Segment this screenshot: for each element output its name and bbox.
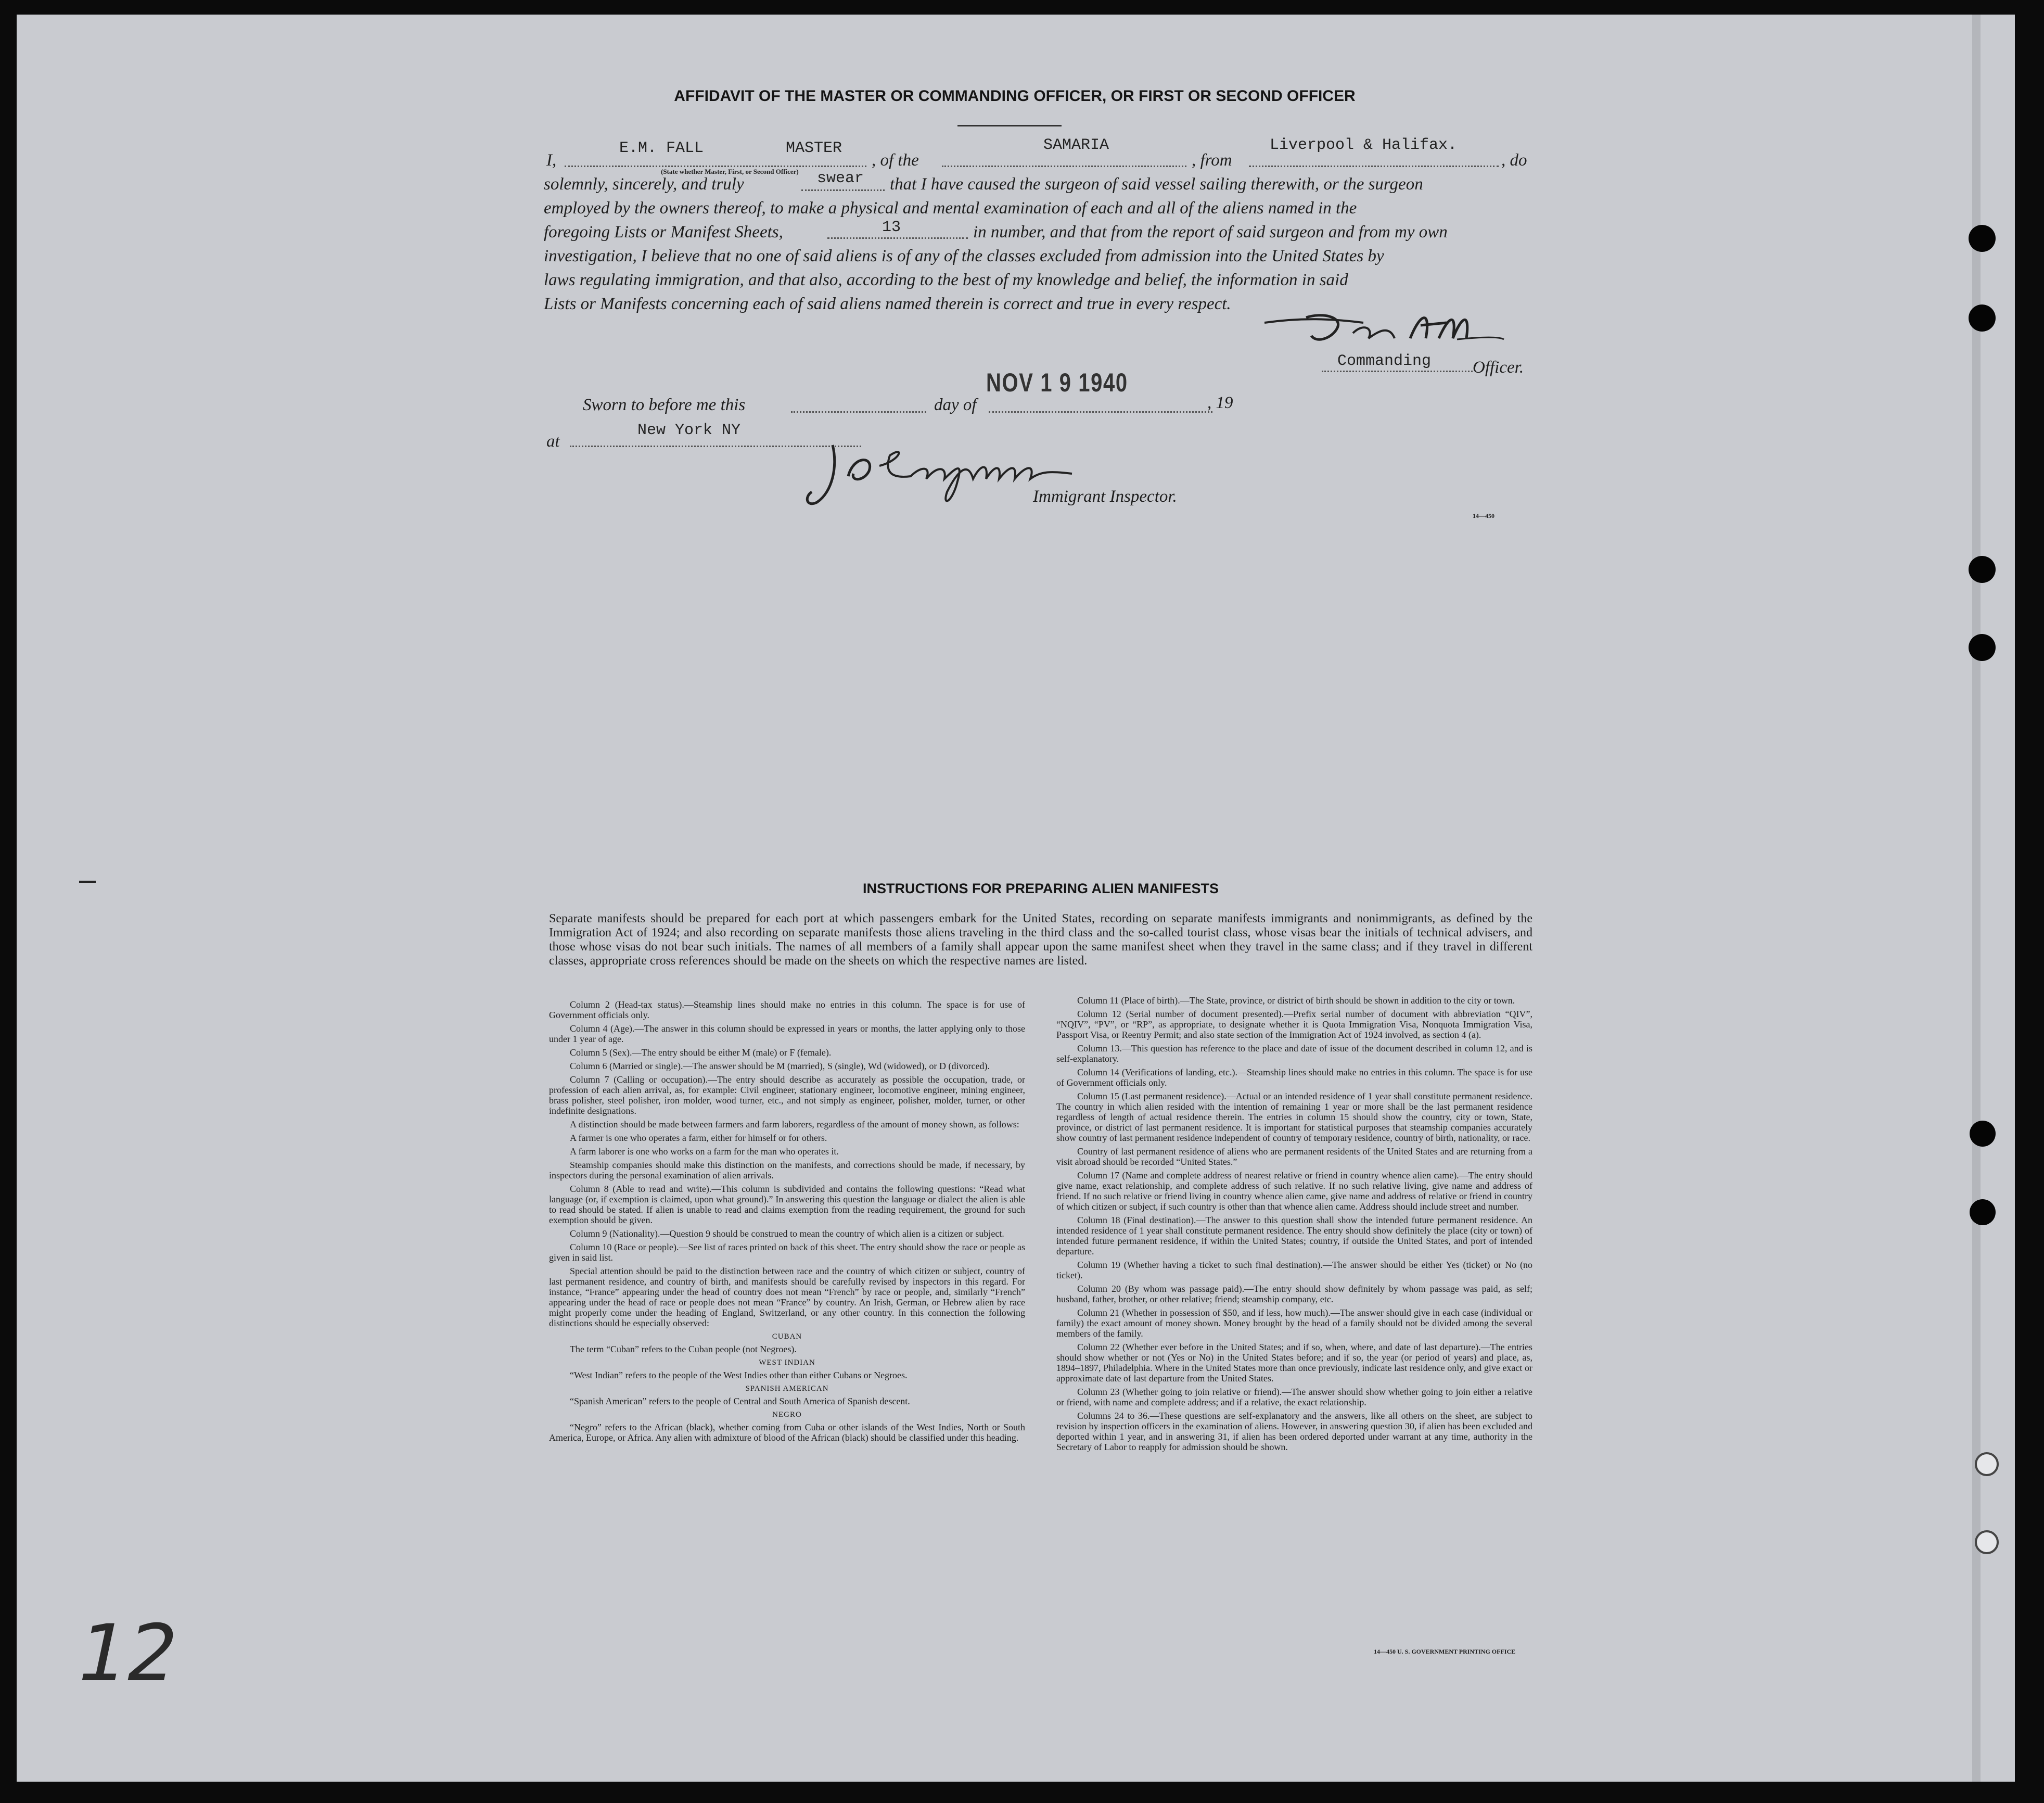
- left-paragraph: Column 8 (Able to read and write).—This column is subdivided and contains the following questions: “Read what language (or, if exemption is claimed, upon what ground).” In answering this question the language or dialect the alien is able to read should be stated. If alien is unable to read and claims exemption from the reading requirement, the ground for such exemption should be given.: [549, 1184, 1025, 1225]
- form-number-top: 14—450: [1473, 512, 1494, 519]
- instructions-right-column: [1056, 995, 1532, 1455]
- definition: “Spanish American” refers to the people of Central and South America of Spanish descent.: [570, 1396, 910, 1406]
- day-of-label: day of: [934, 396, 977, 414]
- line1-prefix: I,: [546, 151, 557, 170]
- left-paragraph: Column 10 (Race or people).—See list of races printed on back of this sheet. The entry should show the race or people as given in said list.: [549, 1242, 1025, 1263]
- officer-title-line: [1322, 371, 1473, 372]
- at-label: at: [546, 432, 560, 451]
- of-the-label: , of the: [872, 151, 919, 170]
- left-paragraph: A farm laborer is one who works on a farm for the man who operates it.: [570, 1146, 839, 1157]
- binder-hole: [1975, 1530, 1999, 1554]
- instructions-left-column: [549, 999, 1025, 1446]
- rank-hint: (State whether Master, First, or Second Officer): [661, 168, 799, 175]
- right-paragraph: Columns 24 to 36.—These questions are self-explanatory and the answers, like all others on the sheet, are subject to revision by inspection officers in the examination of aliens. However, in answering question 30, if alien has been excluded and deported within 1 year, and in answering 31, if alien has been ordered deported under warrant at any time, authority in the Secretary of Labor to reapply for admission should be shown.: [1056, 1411, 1532, 1452]
- oath-line: [801, 189, 885, 191]
- binder-hole: [1970, 1121, 1996, 1147]
- section-head: NEGRO: [772, 1411, 802, 1419]
- right-paragraph: Column 11 (Place of birth).—The State, province, or district of birth should be shown in addition to the city or town.: [1077, 995, 1515, 1006]
- line2-b: that I have caused the surgeon of said vessel sailing therewith, or the surgeon: [890, 175, 1423, 194]
- binder-hole: [1969, 634, 1996, 661]
- officer-line: [565, 166, 866, 167]
- officer-name: E.M. FALL: [619, 139, 704, 157]
- definition: “West Indian” refers to the people of the West Indies other than either Cubans or Negroes.: [570, 1370, 908, 1380]
- affidavit-title: AFFIDAVIT OF THE MASTER OR COMMANDING OFFICER, OR FIRST OR SECOND OFFICER: [674, 87, 1356, 105]
- ship-name: SAMARIA: [1043, 136, 1109, 154]
- right-paragraph: Column 19 (Whether having a ticket to such final destination).—The answer should be either Yes (ticket) or No (no ticket).: [1056, 1260, 1532, 1280]
- left-paragraph: Column 5 (Sex).—The entry should be either M (male) or F (female).: [570, 1047, 832, 1058]
- right-paragraph: Column 15 (Last permanent residence).—Actual or an intended residence of 1 year shall constitute permanent residence. The country in which alien resided with the intention of remaining 1 year or more shall be the last permanent residence regardless of length of actual residence therein. The entries in column 15 should show the country, city or town, State, province, or district of last permanent residence. It is important for statistical purposes that steamship companies accurately show country of last permanent residence independent of country of temporary residence, country of birth, nationality, or race.: [1056, 1091, 1532, 1143]
- sworn-date-line: [989, 411, 1212, 413]
- right-paragraph: Column 17 (Name and complete address of nearest relative or friend in country whence alien came).—The entry should give name, exact relationship, and complete address of such relative. If no such relative living, give name and address of friend. If no such relative or friend living in country whence alien came, give name and address of relative or friend in country of which citizen or subject, if such country is other than that whence alien came. Address should include street and number.: [1056, 1170, 1532, 1212]
- right-paragraph: Column 20 (By whom was passage paid).—The entry should show definitely by whom passage was paid, as self; husband, father, brother, or other relative; friend; steamship company, etc.: [1056, 1284, 1532, 1304]
- line3: employed by the owners thereof, to make a physical and mental examination of each and all of the aliens named in the: [544, 199, 1357, 218]
- right-paragraph: Column 21 (Whether in possession of $50, and if less, how much).—The answer should give in each case (individual or family) the exact amount of money shown. Money brought by the head of a family should not be divided among the several members of the family.: [1056, 1307, 1532, 1339]
- printer-imprint: 14—450 U. S. GOVERNMENT PRINTING OFFICE: [1374, 1648, 1516, 1655]
- binder-hole: [1970, 1199, 1996, 1225]
- line5: investigation, I believe that no one of said aliens is of any of the classes excluded from admission into the United States by: [544, 247, 1384, 265]
- sheet-edge: [1972, 15, 1981, 1782]
- right-paragraph: Column 18 (Final destination).—The answer to this question shall show the intended future permanent residence. An intended residence of 1 year shall constitute permanent residence. The entry should show definitely the place (city or town) of intended future permanent residence, if within the United States; country, if outside the United States, and port of intended departure.: [1056, 1215, 1532, 1256]
- left-paragraph: Special attention should be paid to the distinction between race and the country of which citizen or subject, country of last permanent residence, and country of birth, and manifests should be carefully revised by inspectors in this regard. For instance, “France” appearing under the head of country does not mean “French” by race or people, and, similarly “French” appearing under the head of race or people does not mean “France” by country. An Irish, German, or Hebrew alien by race might properly come under the heading of England, Switzerland, or any other country. In this connection the following distinctions should be especially observed:: [549, 1266, 1025, 1328]
- definition: The term “Cuban” refers to the Cuban people (not Negroes).: [570, 1344, 797, 1354]
- left-paragraph: A distinction should be made between farmers and farm laborers, regardless of the amount of money shown, as follows:: [570, 1119, 1019, 1129]
- line6: laws regulating immigration, and that also, according to the best of my knowledge and belief, the information in said: [544, 271, 1348, 289]
- right-paragraph: Country of last permanent residence of aliens who are permanent residents of the United States and are returning from a visit abroad should be recorded “United States.”: [1056, 1146, 1532, 1167]
- margin-mark: [79, 881, 96, 883]
- binder-hole: [1969, 556, 1996, 583]
- inspector-label: Immigrant Inspector.: [1033, 487, 1177, 506]
- left-paragraph: A farmer is one who operates a farm, either for himself or for others.: [570, 1133, 827, 1143]
- sworn-day-line: [791, 411, 926, 413]
- line4-a: foregoing Lists or Manifest Sheets,: [544, 223, 783, 242]
- binder-hole: [1969, 225, 1996, 252]
- year-prefix: , 19: [1207, 393, 1233, 412]
- officer-title: Commanding: [1337, 352, 1432, 370]
- ship-line: [942, 166, 1186, 167]
- left-paragraph: Column 7 (Calling or occupation).—The entry should describe as accurately as possible the occupation, trade, or profession of each alien arrival, as, for example: Civil engineer, stationary engineer, locomotive engineer, mining engineer, brass polisher, steel polisher, iron molder, wood turner, etc., and not simply as engineer, polisher, molder, turner, or other indefinite designations.: [549, 1074, 1025, 1116]
- section-head: CUBAN: [772, 1332, 802, 1341]
- left-paragraph: Column 6 (Married or single).—The answer should be M (married), S (single), Wd (widowed), or D (divorced).: [570, 1061, 990, 1071]
- sheets-line: [827, 237, 968, 239]
- left-paragraph: Column 2 (Head-tax status).—Steamship lines should make no entries in this column. The space is for use of Government officials only.: [549, 999, 1025, 1020]
- port-name: Liverpool & Halifax.: [1270, 136, 1458, 154]
- section-head: SPANISH AMERICAN: [745, 1385, 829, 1393]
- sworn-label: Sworn to before me this: [583, 396, 746, 414]
- binder-hole: [1969, 304, 1996, 332]
- right-paragraph: Column 22 (Whether ever before in the United States; and if so, when, where, and date of last departure).—The entries should show whether or not (Yes or No) in the United States before; and if so, the year (or period of years) and place, as, 1894–1897, Philadelphia. Where in the United States more than once previously, indicate last residence only, and give exact or approximate date of last departure from the United States.: [1056, 1342, 1532, 1383]
- right-paragraph: Column 23 (Whether going to join relative or friend).—The answer should show whether going to join either a relative or friend, with name and complete address; and if a relative, the exact relationship.: [1056, 1387, 1532, 1407]
- port-line: [1249, 166, 1499, 167]
- sheet-count: 13: [882, 219, 901, 236]
- binder-hole: [1975, 1452, 1999, 1476]
- instructions-intro: Separate manifests should be prepared for each port at which passengers embark for the United States, recording on separate manifests immigrants and nonimmigrants, as defined by the Immigration Act of 1924; and also recording on separate manifests those aliens traveling in the third class and the so-called tourist class, whose visas bear the initials of technical advisers, and those whose visas do not bear such initials. The names of all members of a family shall appear upon the same manifest sheet when they travel in the same class; and if they travel in different classes, appropriate cross references should be made on the sheets on which the respective names are listed.: [549, 912, 1532, 968]
- section-head: WEST INDIAN: [759, 1358, 815, 1367]
- left-paragraph: Steamship companies should make this distinction on the manifests, and corrections should be made, if necessary, by inspectors during the personal examination of alien arrivals.: [549, 1160, 1025, 1180]
- officer-suffix: Officer.: [1473, 358, 1524, 377]
- instructions-title: INSTRUCTIONS FOR PREPARING ALIEN MANIFESTS: [862, 881, 1219, 896]
- officer-signature: [1259, 307, 1509, 354]
- title-rule: [957, 125, 1062, 126]
- right-paragraph: Column 12 (Serial number of document presented).—Prefix serial number of document with abbreviation “QIV”, “NQIV”, “PV”, or “RP”, as appropriate, to designate whether it is Quota Immigration Visa, Nonquota Immigration Visa, Passport Visa, or Reentry Permit; and also state section of the Immigration Act of 1924 involved, as section 4 (a).: [1056, 1009, 1532, 1040]
- officer-rank: MASTER: [786, 139, 842, 157]
- date-stamp: NOV 1 9 1940: [986, 368, 1128, 397]
- line7: Lists or Manifests concerning each of said aliens named therein is correct and true in every respect.: [544, 295, 1231, 313]
- from-label: , from: [1192, 151, 1232, 170]
- definition: “Negro” refers to the African (black), whether coming from Cuba or other islands of the West Indies, North or South America, Europe, or Africa. Any alien with admixture of blood of the African (black) should be classified under this heading.: [549, 1422, 1025, 1443]
- do-label: , do: [1501, 151, 1527, 170]
- sworn-place: New York NY: [637, 422, 741, 439]
- left-paragraph: Column 9 (Nationality).—Question 9 should be construed to mean the country of which alien is a citizen or subject.: [570, 1228, 1004, 1239]
- line4-b: in number, and that from the report of said surgeon and from my own: [973, 223, 1448, 242]
- left-paragraph: Column 4 (Age).—The answer in this column should be expressed in years or months, the latter applying only to those under 1 year of age.: [549, 1023, 1025, 1044]
- right-paragraph: Column 14 (Verifications of landing, etc.).—Steamship lines should make no entries in this column. The space is for use of Government officials only.: [1056, 1067, 1532, 1088]
- page-number: 12: [68, 1608, 187, 1699]
- line2-a: solemnly, sincerely, and truly: [544, 175, 744, 194]
- oath-word: swear: [817, 170, 864, 187]
- right-paragraph: Column 13.—This question has reference to the place and date of issue of the document described in column 12, and is self-explanatory.: [1056, 1043, 1532, 1064]
